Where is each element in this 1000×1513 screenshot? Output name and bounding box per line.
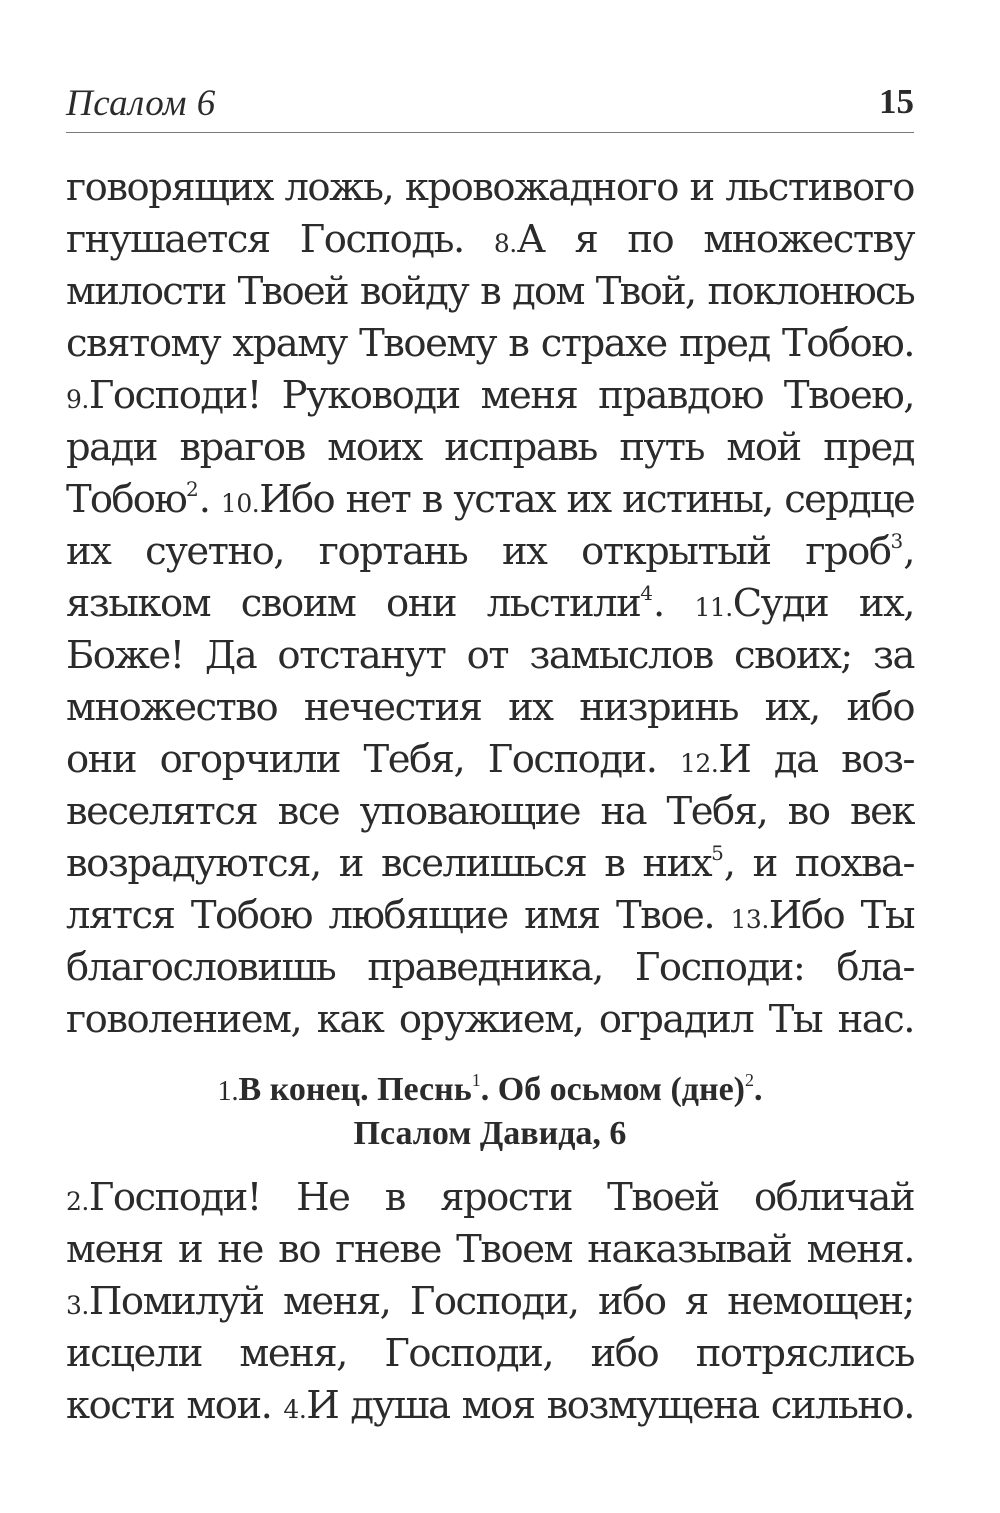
page-number: 15 bbox=[879, 82, 914, 121]
text-run: И да воз- bbox=[718, 737, 915, 782]
verse-number: 1. bbox=[217, 1076, 239, 1107]
text-run: И душа моя возмущена сильно. bbox=[306, 1383, 914, 1428]
text-line bbox=[66, 994, 914, 1046]
text-run: их суетно, гортань их открытый гроб bbox=[66, 529, 891, 574]
text-line bbox=[66, 786, 914, 838]
text-run: В конец. Песнь bbox=[238, 1071, 472, 1108]
text-line bbox=[66, 1328, 914, 1380]
footnote-ref: 5 bbox=[711, 841, 724, 865]
verse-number: 13. bbox=[730, 905, 769, 934]
text-run: . Об осьмом (дне) bbox=[480, 1071, 745, 1108]
text-run: Псалом Давида, 6 bbox=[353, 1115, 627, 1152]
text-run: Тобою bbox=[66, 477, 186, 522]
text-run: множество нечестия их низринь их, ибо bbox=[66, 685, 914, 730]
text-run: благословишь праведника, Господи: бла- bbox=[66, 945, 914, 990]
text-line bbox=[66, 1172, 914, 1224]
text-run: исцели меня, Господи, ибо потряслись bbox=[66, 1331, 914, 1376]
running-title: Псалом 6 bbox=[66, 83, 216, 124]
verse-number: 2. bbox=[66, 1187, 89, 1216]
footnote-ref: 1 bbox=[471, 1070, 481, 1090]
footnote-ref: 2 bbox=[744, 1070, 754, 1090]
verse-number: 12. bbox=[680, 749, 719, 778]
text-line bbox=[66, 838, 914, 890]
heading-line bbox=[66, 1068, 914, 1112]
text-line bbox=[66, 318, 914, 370]
text-line bbox=[66, 630, 914, 682]
psalm-paragraph bbox=[66, 1172, 914, 1432]
verse-number: 9. bbox=[66, 385, 89, 414]
continuation-paragraph bbox=[66, 162, 914, 1046]
text-run: кости мои. bbox=[66, 1383, 284, 1428]
heading-line bbox=[66, 1112, 914, 1156]
text-run: Господи! Не в ярости Твоей обличай bbox=[88, 1175, 914, 1220]
footnote-ref: 3 bbox=[890, 529, 904, 553]
text-run: говорящих ложь, кровожадного и льстивого bbox=[66, 165, 914, 210]
text-run: они огорчили Тебя, Господи. bbox=[66, 737, 681, 782]
text-run: святому храму Твоему в страхе пред Тобою. bbox=[66, 321, 914, 366]
text-line bbox=[66, 1380, 914, 1432]
text-run: говолением, как оружием, оградил Ты нас. bbox=[66, 997, 914, 1042]
text-line bbox=[66, 422, 914, 474]
text-run: А я по множеству bbox=[516, 217, 914, 262]
text-run: лятся Тобою любящие имя Твое. bbox=[66, 893, 731, 938]
text-line bbox=[66, 942, 914, 994]
text-run: Ибо Ты bbox=[768, 893, 915, 938]
text-line bbox=[66, 266, 914, 318]
text-run: Ибо нет в устах их истины, сердце bbox=[259, 477, 915, 522]
text-line bbox=[66, 734, 914, 786]
text-line bbox=[66, 370, 914, 422]
text-run: Господи! Руководи меня правдою Твоею, bbox=[88, 373, 914, 418]
psalm-heading bbox=[66, 1068, 914, 1156]
text-run: меня и не во гневе Твоем наказывай меня. bbox=[66, 1227, 914, 1272]
header-rule bbox=[66, 132, 914, 133]
footnote-ref: 2 bbox=[185, 477, 199, 501]
text-line bbox=[66, 526, 914, 578]
text-run: Боже! Да отстанут от замыслов своих; за bbox=[66, 633, 914, 678]
text-run: . bbox=[198, 477, 221, 522]
text-run: милости Твоей войду в дом Твой, поклонюсь bbox=[66, 269, 914, 314]
verse-number: 8. bbox=[493, 229, 517, 258]
text-line bbox=[66, 162, 914, 214]
text-line bbox=[66, 578, 914, 630]
running-header bbox=[66, 82, 914, 130]
text-line bbox=[66, 474, 914, 526]
text-run: Суди их, bbox=[732, 581, 914, 626]
verse-number: 3. bbox=[66, 1291, 89, 1320]
text-run: , bbox=[903, 529, 914, 574]
verse-number: 10. bbox=[220, 489, 260, 518]
text-run: . bbox=[653, 581, 695, 626]
text-line bbox=[66, 1276, 914, 1328]
text-run: возрадуются, и вселишься в них bbox=[66, 841, 712, 886]
text-run: веселятся все уповающие на Тебя, во век bbox=[66, 789, 914, 834]
footnote-ref: 4 bbox=[640, 581, 654, 605]
text-line bbox=[66, 682, 914, 734]
text-line bbox=[66, 1224, 914, 1276]
verse-number: 4. bbox=[283, 1395, 307, 1424]
text-run: . bbox=[753, 1071, 763, 1108]
text-run: ради врагов моих исправь путь мой пред bbox=[66, 425, 914, 470]
text-run: языком своим они льстили bbox=[66, 581, 641, 626]
verse-number: 11. bbox=[694, 593, 733, 622]
text-line bbox=[66, 890, 914, 942]
text-run: , и похва- bbox=[723, 841, 914, 886]
text-run: Помилуй меня, Господи, ибо я немощен; bbox=[88, 1279, 914, 1324]
text-line bbox=[66, 214, 914, 266]
text-run: гнушается Господь. bbox=[66, 217, 494, 262]
